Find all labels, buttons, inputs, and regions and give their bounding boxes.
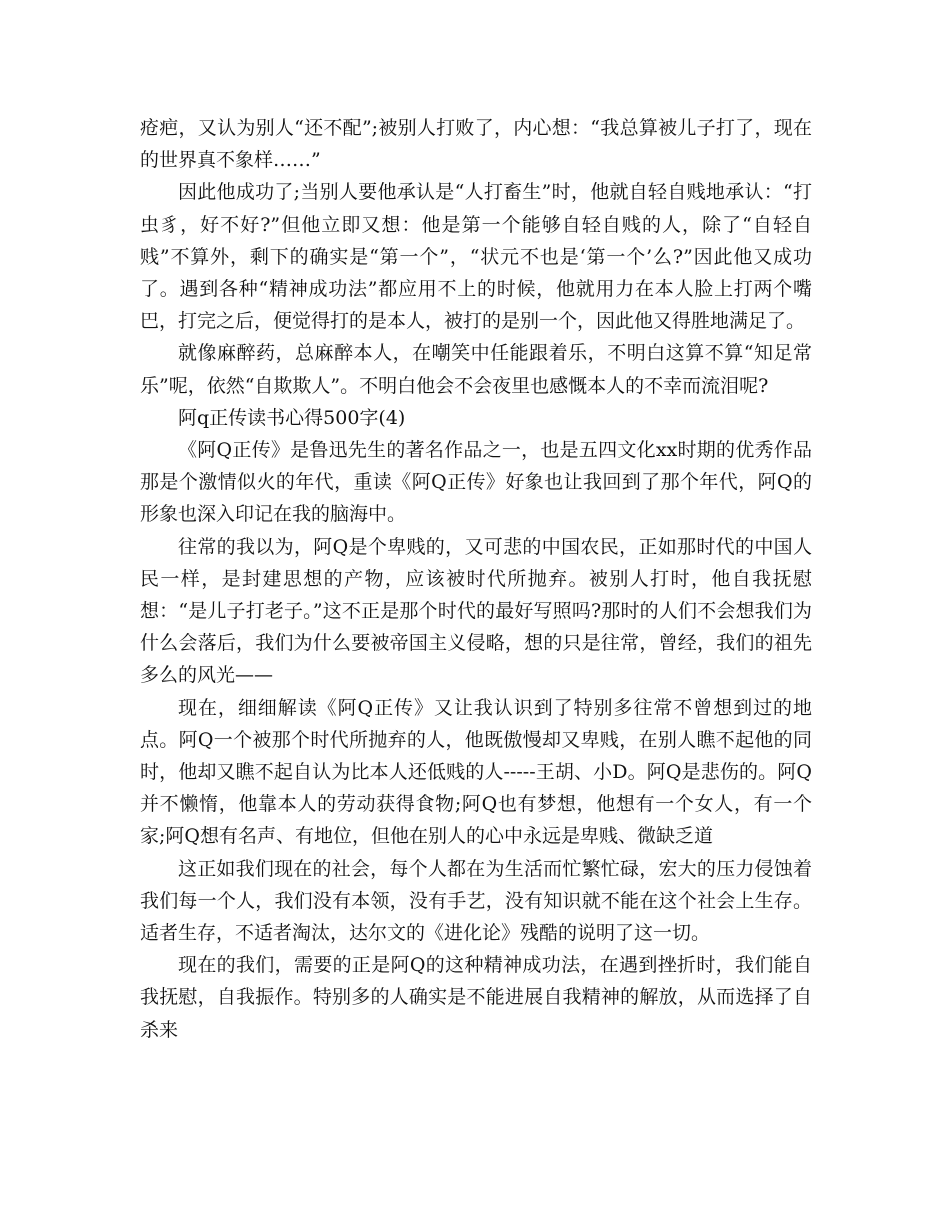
paragraph-7: 这正如我们现在的社会，每个人都在为生活而忙繁忙碌，宏大的压力侵蚀着我们每一个人，我们没有本领，没有手艺，没有知识就不能在这个社会上生存。适者生存，不适者淘汰，达尔文的《进化论》残酷的说明了这一切。 [140, 857, 812, 945]
paragraph-1: 疮疤，又认为别人“还不配”;被别人打败了，内心想：“我总算被儿子打了，现在的世界真不象样……” [140, 117, 812, 172]
document-page [140, 112, 812, 1046]
paragraph-4: 《阿Q正传》是鲁迅先生的著名作品之一，也是五四文化xx时期的优秀作品那是个激情似火的年代，重读《阿Q正传》好象也让我回到了那个年代，阿Q的形象也深入印记在我的脑海中。 [140, 439, 812, 526]
paragraph-8: 现在的我们，需要的正是阿Q的这种精神成功法，在遇到挫折时，我们能自我抚慰，自我振作。特别多的人确实是不能进展自我精神的解放，从而选择了自杀来 [140, 954, 812, 1041]
paragraph-2: 因此他成功了;当别人要他承认是“人打畜生”时，他就自轻自贱地承认：“打虫豸，好不好?”但他立即又想：他是第一个能够自轻自贱的人，除了“自轻自贱”不算外，剩下的确实是“第一个”，“状元不也是‘第一个’么?”因此他又成功了。遇到各种“精神成功法”都应用不上的时候，他就用力在本人脸上打两个嘴巴，打完之后，便觉得打的是本人，被打的是别一个，因此他又得胜地满足了。 [140, 181, 812, 333]
section-heading: 阿q正传读书心得500字(4) [178, 406, 406, 429]
paragraph-6: 现在，细细解读《阿Q正传》又让我认识到了特别多往常不曾想到过的地点。阿Q一个被那个时代所抛弃的人，他既傲慢却又卑贱，在别人瞧不起他的同时，他却又瞧不起自认为比本人还低贱的人-----王胡、小D。阿Q是悲伤的。阿Q并不懒惰，他靠本人的劳动获得食物;阿Q也有梦想，他想有一个女人，有一个家;阿Q想有名声、有地位，但他在别人的心中永远是卑贱、微缺乏道 [140, 696, 812, 848]
paragraph-3: 就像麻醉药，总麻醉本人，在嘲笑中任能跟着乐，不明白这算不算“知足常乐”呢，依然“自欺欺人”。不明白他会不会夜里也感慨本人的不幸而流泪呢? [140, 342, 812, 397]
paragraph-5: 往常的我以为，阿Q是个卑贱的，又可悲的中国农民，正如那时代的中国人民一样，是封建思想的产物，应该被时代所抛弃。被别人打时，他自我抚慰想：“是儿子打老子。”这不正是那个时代的最好写照吗?那时的人们不会想我们为什么会落后，我们为什么要被帝国主义侵略，想的只是往常，曾经，我们的祖先多么的风光—— [140, 535, 812, 687]
